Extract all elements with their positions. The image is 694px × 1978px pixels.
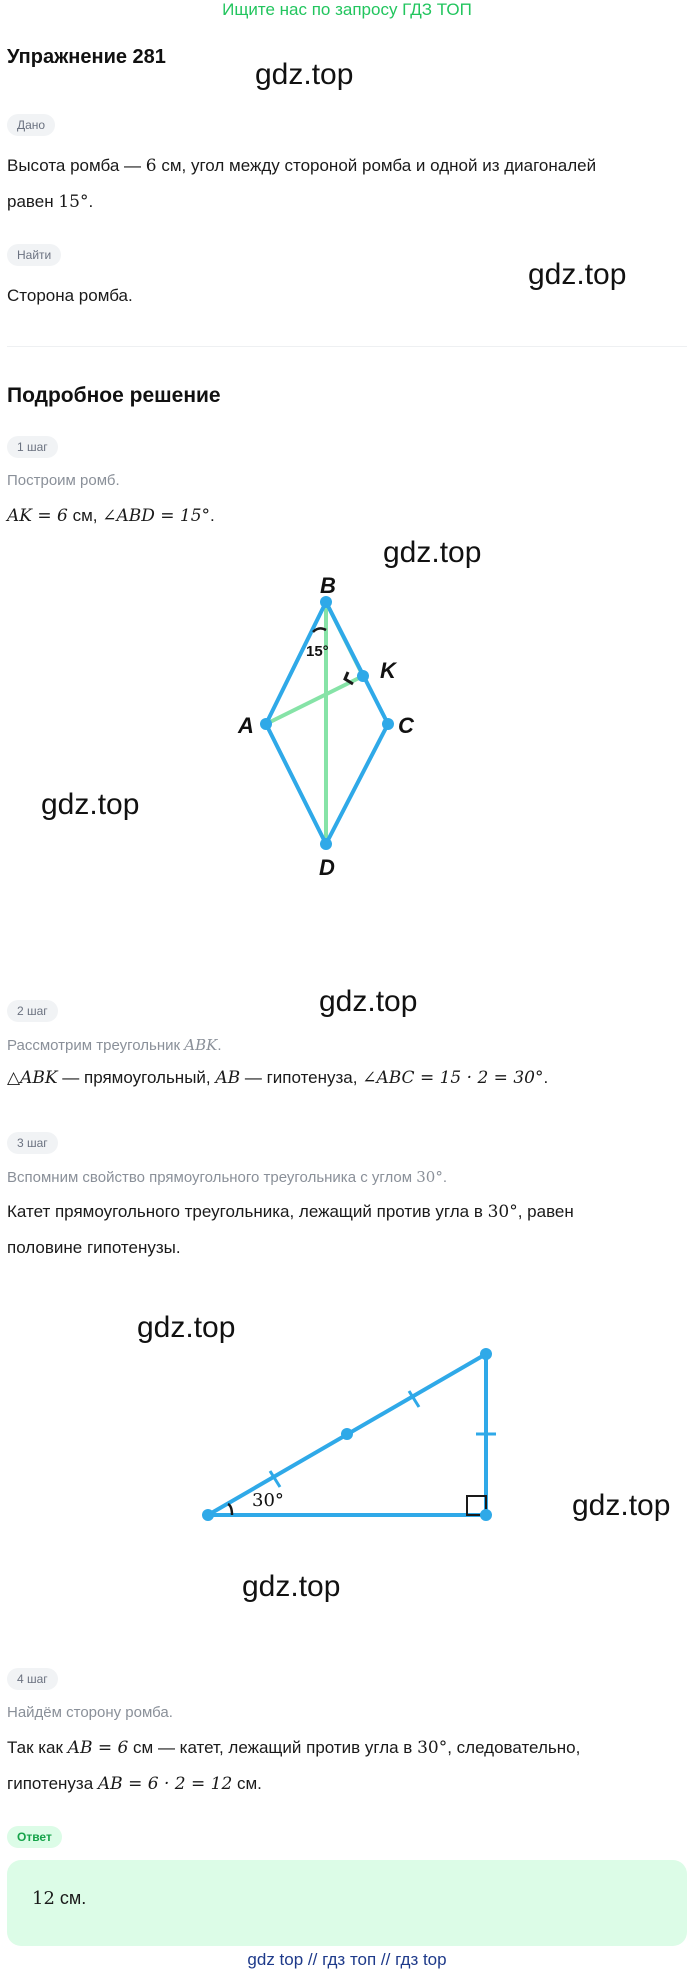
angle-label: 15° [306, 643, 329, 660]
step-text: △ABK — прямоугольный, AB — гипотенуза, ∠ABC = 15 · 2 = 30°. [7, 1068, 549, 1088]
triangle-figure [190, 1340, 510, 1530]
exercise-title: Упражнение 281 [7, 46, 166, 68]
solution-title: Подробное решение [7, 384, 221, 407]
step-hint: Вспомним свойство прямоугольного треугольника с углом 30°. [7, 1168, 448, 1186]
step-text: AK = 6 см, ∠ABD = 15°. [7, 506, 215, 526]
point-k-dot [357, 670, 369, 682]
given-badge: Дано [7, 114, 55, 136]
label-c: C [398, 713, 414, 738]
step-badge: 4 шаг [7, 1668, 58, 1690]
step-badge: 1 шаг [7, 436, 58, 458]
vertex-a-dot [260, 718, 272, 730]
divider [7, 346, 687, 347]
watermark: gdz.top [255, 58, 354, 91]
watermark: gdz.top [383, 536, 482, 569]
step-badge: 3 шаг [7, 1132, 58, 1154]
step-text: Катет прямоугольного треугольника, лежащий против угла в 30°, равен половине гипотенузы. [7, 1202, 574, 1257]
label-k: K [380, 658, 396, 683]
watermark: gdz.top [319, 985, 418, 1018]
given-text: Высота ромба — 6 см, угол между стороной ромба и одной из диагоналей равен 15°. [7, 156, 597, 212]
step-text: Так как AB = 6 см — катет, лежащий против угла в 30°, следовательно, гипотенуза AB = 6 · 2 = 12 см. [7, 1738, 581, 1794]
footer-links[interactable]: gdz top // гдз топ // гдз top [247, 1950, 447, 1969]
rhombus-figure [220, 560, 440, 890]
find-text: Сторона ромба. [7, 286, 133, 305]
label-a: A [238, 713, 254, 738]
vertex-d-dot [320, 838, 332, 850]
watermark: gdz.top [41, 788, 140, 821]
label-d: D [319, 855, 335, 880]
label-b: B [320, 573, 336, 598]
top-banner[interactable]: Ищите нас по запросу ГДЗ ТОП [222, 0, 472, 19]
watermark: gdz.top [572, 1489, 671, 1522]
answer-badge: Ответ [7, 1826, 62, 1848]
find-badge: Найти [7, 244, 61, 266]
step-hint: Построим ромб. [7, 472, 120, 489]
vertex-c-dot [382, 718, 394, 730]
angle-30-label: 30° [252, 1490, 284, 1511]
watermark: gdz.top [528, 258, 627, 291]
step-hint: Рассмотрим треугольник ABK. [7, 1036, 222, 1054]
answer-text: 12 см. [32, 1888, 87, 1909]
watermark: gdz.top [137, 1311, 236, 1344]
step-hint: Найдём сторону ромба. [7, 1704, 173, 1721]
watermark: gdz.top [242, 1570, 341, 1603]
step-badge: 2 шаг [7, 1000, 58, 1022]
answer-box [7, 1860, 687, 1946]
